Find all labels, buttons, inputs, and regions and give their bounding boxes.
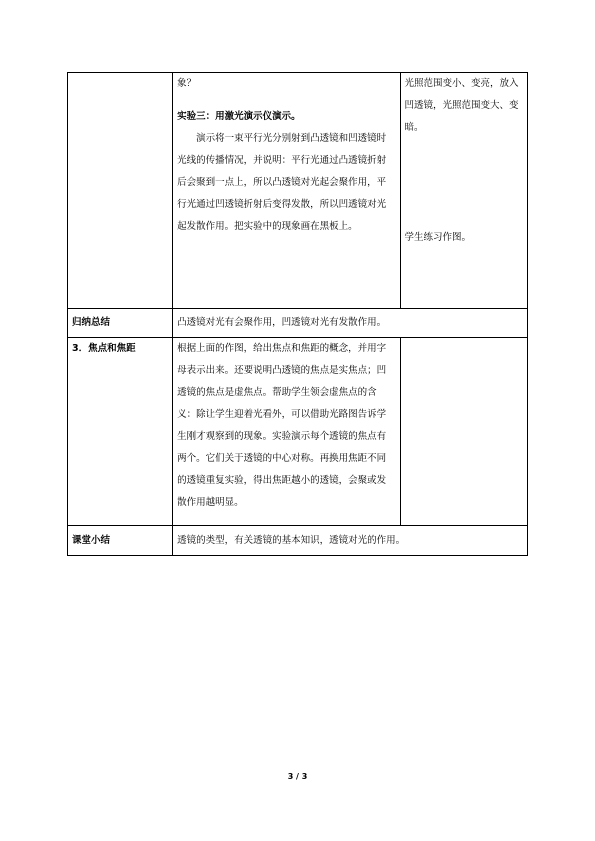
- student-observation: 光照范围变小、变亮，放入凹透镜，光照范围变大、变暗。: [404, 78, 519, 133]
- class-summary-content: 透镜的类型，有关透镜的基本知识，透镜对光的作用。: [173, 526, 528, 556]
- row-label: 归纳总结: [68, 309, 173, 338]
- experiment-heading: 实验三：用激光演示仪演示。: [177, 111, 301, 122]
- table-row-focus: [68, 338, 528, 526]
- focus-content: 根据上面的作图，给出焦点和焦距的概念，并用字母表示出来。还要说明凸透镜的焦点是实焦点；凹透镜的焦点是虚焦点。帮助学生领会虚焦点的含义：除让学生迎着光看外，可以借助光路图告诉学生刚才观察到的现象。实验演示每个透镜的焦点有两个。它们关于透镜的中心对称。再换用焦距不同的透镜重复实验，得出焦距越小的透镜，会聚或发散作用越明显。: [173, 338, 400, 526]
- lesson-table: [67, 72, 528, 556]
- row-label: 3．焦点和焦距: [68, 338, 173, 526]
- table-row-summary: [68, 309, 528, 338]
- page-number: 3 / 3: [287, 772, 308, 781]
- experiment-description: 演示将一束平行光分别射到凸透镜和凹透镜时光线的传播情况，并说明：平行光通过凸透镜折射后会聚到一点上，所以凸透镜对光起会聚作用，平行光通过凹透镜折射后变得发散，所以凹透镜对光起发散作用。把实验中的现象画在黑板上。: [177, 133, 387, 232]
- summary-content: 凸透镜对光有会聚作用，凹透镜对光有发散作用。: [173, 309, 528, 338]
- row-label: 课堂小结: [68, 526, 173, 556]
- teacher-activity-cell: [173, 73, 400, 309]
- table-row-class-summary: [68, 526, 528, 556]
- student-task: 学生练习作图。: [404, 232, 472, 243]
- table-row-experiment: [68, 73, 528, 309]
- row-label-cell: [68, 73, 173, 309]
- text-line: 象？: [177, 78, 197, 89]
- student-activity-cell: [400, 73, 527, 309]
- focus-right-cell: [400, 338, 527, 526]
